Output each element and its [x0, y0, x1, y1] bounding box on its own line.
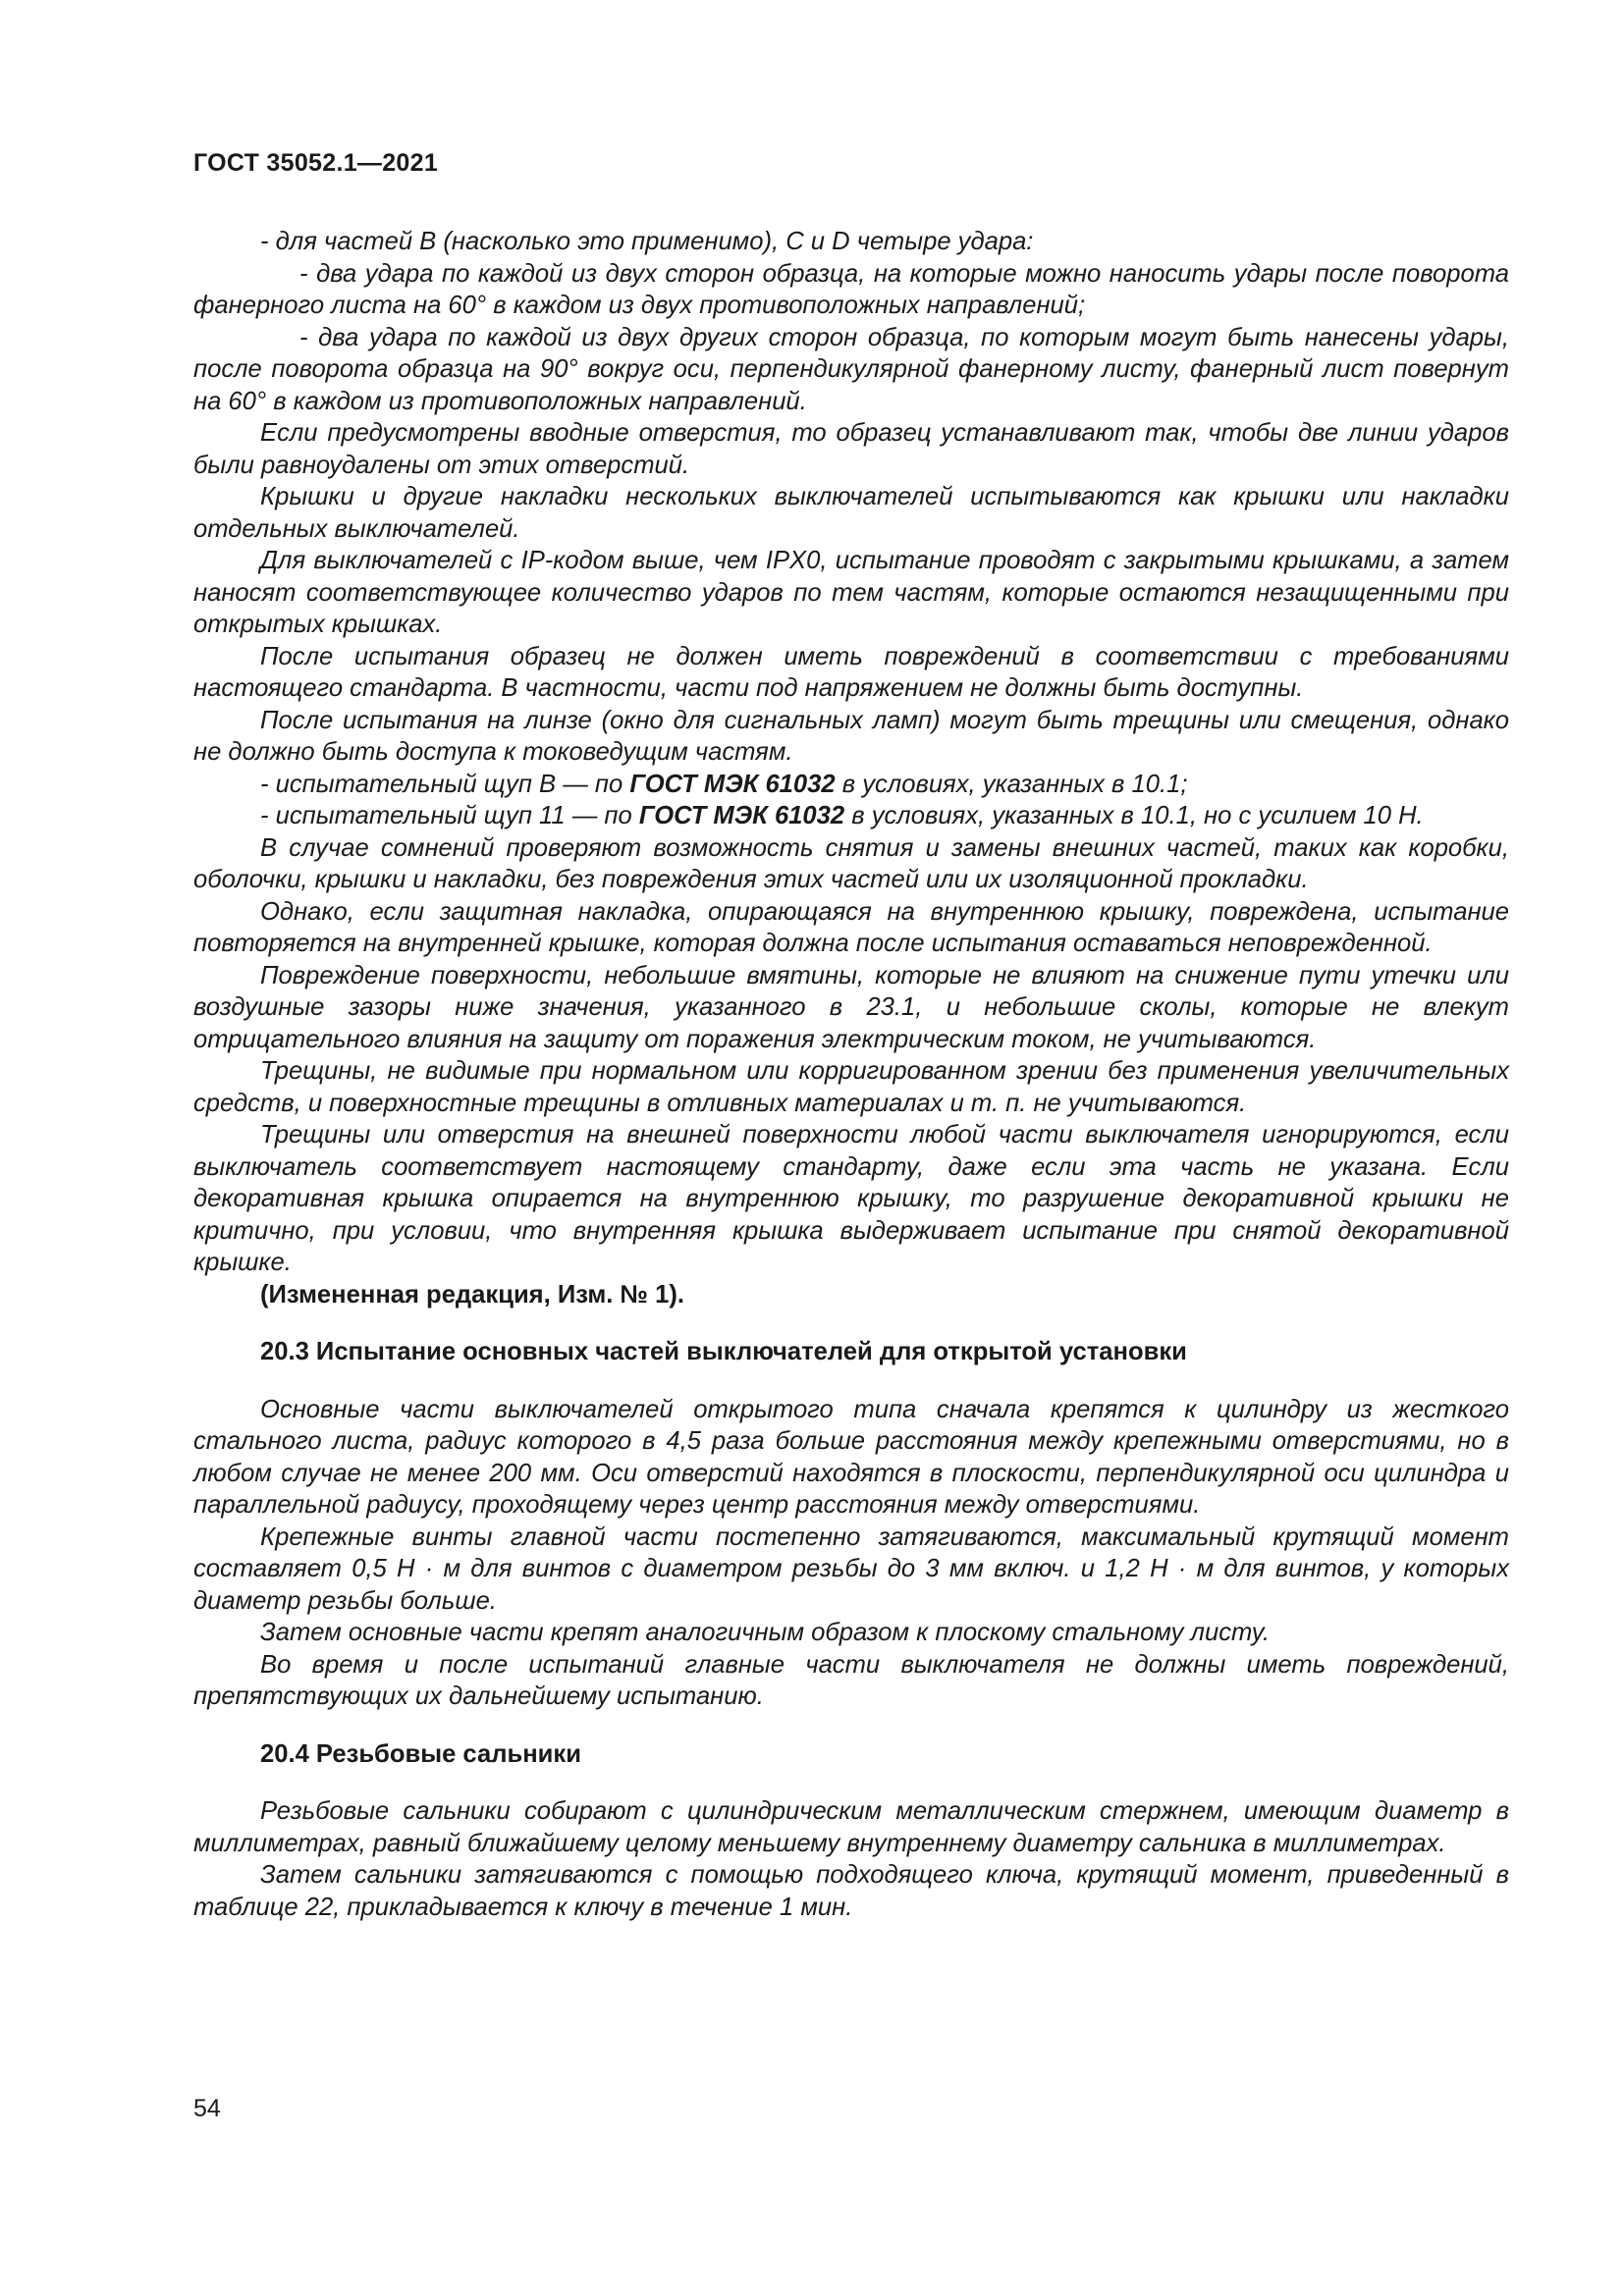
paragraph: Крышки и другие накладки нескольких выключателей испытываются как крышки или накладки отдельных выключателей. — [193, 483, 1509, 543]
text-run: - испытательный щуп 11 — по — [260, 802, 639, 829]
paragraph: Резьбовые сальники собирают с цилиндрическим металлическим стержнем, имеющим диаметр в миллиметрах, равный ближайшему целому меньшему внутреннему диаметру сальника в миллиметрах. — [193, 1797, 1509, 1857]
page-body — [193, 226, 1509, 1923]
text-run: - испытательный щуп В — по — [260, 770, 630, 798]
spacer — [193, 1310, 1509, 1336]
text-run: в условиях, указанных в 10.1; — [835, 770, 1188, 798]
list-item — [193, 800, 1509, 832]
document-header: ГОСТ 35052.1—2021 — [193, 149, 439, 177]
paragraph: Основные части выключателей открытого типа сначала крепятся к цилиндру из жесткого стального листа, радиус которого в 4,5 раза больше расстояния между крепежными отверстиями, но в любом случае не менее 200 мм. Оси отверстий находятся в плоскости, перпендикулярной оси цилиндра и параллельной радиусу, проходящему через центр расстояния между отверстиями. — [193, 1395, 1509, 1519]
paragraph: - два удара по каждой из двух сторон образца, на которые можно наносить удары после поворота фанерного листа на 60° в каждом из двух противоположных направлений; — [193, 259, 1509, 319]
spacer — [193, 1368, 1509, 1394]
spacer — [193, 1770, 1509, 1795]
amendment-note: (Измененная редакция, Изм. № 1). — [260, 1280, 684, 1308]
paragraph: - для частей В (насколько это применимо), С и D четыре удара: — [260, 228, 1034, 255]
section-title-20-4: 20.4 Резьбовые сальники — [260, 1739, 581, 1768]
paragraph: Во время и после испытаний главные части выключателя не должны иметь повреждений, препятствующих их дальнейшему испытанию. — [193, 1650, 1509, 1710]
paragraph: Если предусмотрены вводные отверстия, то образец устанавливают так, чтобы две линии ударов были равноудалены от этих отверстий. — [193, 419, 1509, 479]
paragraph: Крепежные винты главной части постепенно затягиваются, максимальный крутящий момент составляет 0,5 Н · м для винтов с диаметром резьбы до 3 мм включ. и 1,2 Н · м для винтов, у которых диаметр резьбы больше. — [193, 1522, 1509, 1615]
paragraph: - два удара по каждой из двух других сторон образца, по которым могут быть нанесены удары, после поворота образца на 90° вокруг оси, перпендикулярной фанерному листу, фанерный лист повернут на 60° в каждом из противоположных направлений. — [193, 323, 1509, 415]
paragraph: Трещины или отверстия на внешней поверхности любой части выключателя игнорируются, если выключатель соответствует настоящему стандарту, даже если эта часть не указана. Если декоративная крышка опирается на внутреннюю крышку, то разрушение декоративной крышки не критично, при условии, что внутренняя крышка выдерживает испытание при снятой декоративной крышке. — [193, 1121, 1509, 1276]
paragraph: Затем сальники затягиваются с помощью подходящего ключа, крутящий момент, приведенный в таблице 22, прикладывается к ключу в течение 1 мин. — [193, 1861, 1509, 1921]
paragraph: Повреждение поверхности, небольшие вмятины, которые не влияют на снижение пути утечки или воздушные зазоры ниже значения, указанного в 23.1, и небольшие сколы, которые не влекут отрицательного влияния на защиту от поражения электрическим током, не учитываются. — [193, 961, 1509, 1053]
paragraph: Трещины, не видимые при нормальном или корригированном зрении без применения увеличительных средств, и поверхностные трещины в отливных материалах и т. п. не учитываются. — [193, 1057, 1509, 1117]
paragraph: После испытания образец не должен иметь повреждений в соответствии с требованиями настоящего стандарта. В частности, части под напряжением не должны быть доступны. — [193, 642, 1509, 702]
list-item — [193, 769, 1509, 801]
standard-reference: ГОСТ МЭК 61032 — [638, 802, 845, 829]
paragraph: Затем основные части крепят аналогичным образом к плоскому стальному листу. — [260, 1619, 1270, 1646]
standard-reference: ГОСТ МЭК 61032 — [629, 770, 836, 798]
paragraph: В случае сомнений проверяют возможность снятия и замены внешних частей, таких как коробки, оболочки, крышки и накладки, без повреждения этих частей или их изоляционной прокладки. — [193, 833, 1509, 893]
page-number: 54 — [193, 2095, 221, 2122]
text-run: в условиях, указанных в 10.1, но с усилием 10 Н. — [844, 802, 1424, 829]
paragraph: Для выключателей с IP-кодом выше, чем IPX0, испытание проводят с закрытыми крышками, а затем наносят соответствующее количество ударов по тем частям, которые остаются незащищенными при открытых крышках. — [193, 547, 1509, 638]
spacer — [193, 1713, 1509, 1738]
paragraph: Однако, если защитная накладка, опирающаяся на внутреннюю крышку, повреждена, испытание повторяется на внутренней крышке, которая должна после испытания оставаться неповрежденной. — [193, 897, 1509, 957]
section-title-20-3: 20.3 Испытание основных частей выключателей для открытой установки — [260, 1338, 1187, 1365]
paragraph: После испытания на линзе (окно для сигнальных ламп) могут быть трещины или смещения, однако не должно быть доступа к токоведущим частям. — [193, 706, 1509, 766]
